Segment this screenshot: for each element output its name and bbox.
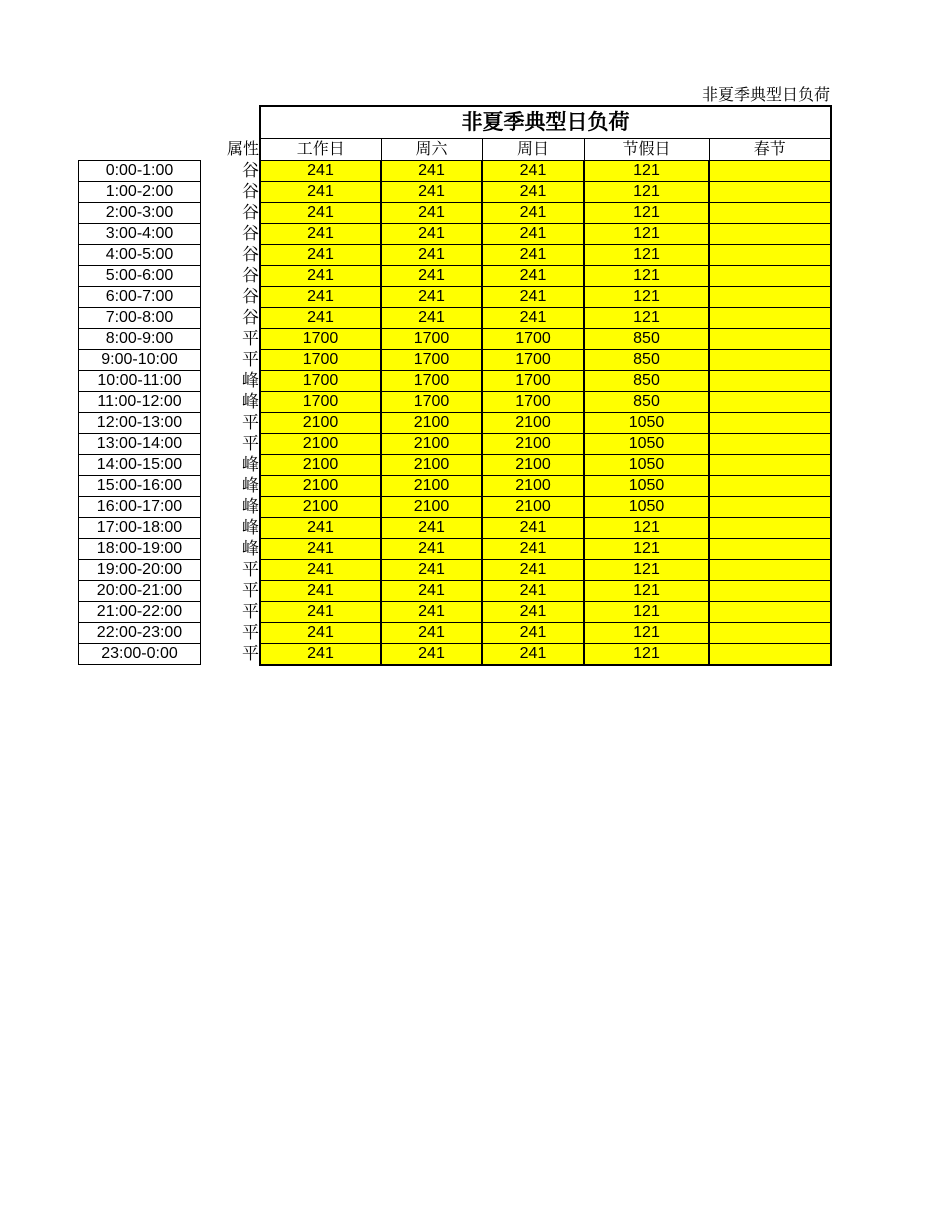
table-row <box>260 518 831 539</box>
value-cell-sunday[interactable]: 241 <box>482 644 584 666</box>
column-header-row <box>260 139 831 161</box>
value-cell-sunday[interactable]: 241 <box>482 623 584 644</box>
attribute-label: 谷 <box>242 266 259 285</box>
time-slot-row <box>79 350 201 371</box>
table-row <box>260 581 831 602</box>
value-cell-holiday[interactable]: 121 <box>584 224 709 245</box>
time-slot-row <box>79 203 201 224</box>
time-slot-row <box>79 560 201 581</box>
value-cell-sunday[interactable]: 241 <box>482 518 584 539</box>
value-cell-weekday[interactable]: 2100 <box>260 497 381 518</box>
value-cell-saturday[interactable]: 241 <box>381 539 482 560</box>
value-cell-spring-festival[interactable] <box>709 413 831 434</box>
value-cell-weekday[interactable]: 1700 <box>260 350 381 371</box>
value-cell-weekday[interactable]: 241 <box>260 224 381 245</box>
table-row <box>260 455 831 476</box>
attribute-label: 峰 <box>242 539 259 558</box>
value-cell-saturday[interactable]: 241 <box>381 644 482 666</box>
value-cell-saturday[interactable]: 1700 <box>381 371 482 392</box>
time-slot-cell[interactable]: 20:00-21:00 <box>79 581 201 602</box>
value-cell-weekday[interactable]: 241 <box>260 308 381 329</box>
time-slot-cell[interactable]: 0:00-1:00 <box>79 161 201 182</box>
time-slot-row <box>79 245 201 266</box>
time-slot-cell[interactable]: 9:00-10:00 <box>79 350 201 371</box>
value-cell-weekday[interactable]: 241 <box>260 602 381 623</box>
time-slot-row <box>79 413 201 434</box>
value-cell-saturday[interactable]: 241 <box>381 224 482 245</box>
time-slot-cell[interactable]: 15:00-16:00 <box>79 476 201 497</box>
time-slot-row <box>79 644 201 665</box>
time-slot-cell[interactable]: 12:00-13:00 <box>79 413 201 434</box>
time-slot-row <box>79 371 201 392</box>
value-cell-spring-festival[interactable] <box>709 329 831 350</box>
value-cell-weekday[interactable]: 241 <box>260 539 381 560</box>
value-cell-holiday[interactable]: 121 <box>584 203 709 224</box>
value-cell-weekday[interactable]: 241 <box>260 623 381 644</box>
value-cell-sunday[interactable]: 1700 <box>482 350 584 371</box>
value-cell-holiday[interactable]: 850 <box>584 329 709 350</box>
value-cell-saturday[interactable]: 241 <box>381 203 482 224</box>
value-cell-saturday[interactable]: 241 <box>381 581 482 602</box>
value-cell-sunday[interactable]: 1700 <box>482 371 584 392</box>
value-cell-sunday[interactable]: 241 <box>482 161 584 182</box>
attribute-label: 谷 <box>242 182 259 201</box>
value-cell-spring-festival[interactable] <box>709 350 831 371</box>
value-cell-sunday[interactable]: 1700 <box>482 329 584 350</box>
attribute-label: 峰 <box>242 476 259 495</box>
value-cell-saturday[interactable]: 241 <box>381 182 482 203</box>
column-header-holiday: 节假日 <box>584 139 709 161</box>
value-cell-sunday[interactable]: 2100 <box>482 434 584 455</box>
value-cell-holiday[interactable]: 1050 <box>584 455 709 476</box>
value-cell-holiday[interactable]: 850 <box>584 392 709 413</box>
attribute-label: 平 <box>242 602 259 621</box>
time-slot-cell[interactable]: 8:00-9:00 <box>79 329 201 350</box>
value-cell-weekday[interactable]: 1700 <box>260 371 381 392</box>
value-cell-weekday[interactable]: 2100 <box>260 476 381 497</box>
attribute-label: 平 <box>242 329 259 348</box>
attribute-label: 峰 <box>242 392 259 411</box>
time-slot-cell[interactable]: 22:00-23:00 <box>79 623 201 644</box>
value-body <box>260 161 831 666</box>
value-cell-spring-festival[interactable] <box>709 497 831 518</box>
value-cell-holiday[interactable]: 121 <box>584 287 709 308</box>
value-cell-weekday[interactable]: 2100 <box>260 455 381 476</box>
value-cell-saturday[interactable]: 2100 <box>381 434 482 455</box>
table-row <box>260 371 831 392</box>
value-cell-weekday[interactable]: 241 <box>260 287 381 308</box>
value-cell-weekday[interactable]: 241 <box>260 560 381 581</box>
attribute-column <box>203 160 259 664</box>
attribute-label: 谷 <box>242 203 259 222</box>
time-slot-row <box>79 476 201 497</box>
table-row <box>260 539 831 560</box>
value-cell-holiday[interactable]: 121 <box>584 161 709 182</box>
value-cell-weekday[interactable]: 241 <box>260 644 381 666</box>
table-row <box>260 182 831 203</box>
value-cell-holiday[interactable]: 121 <box>584 518 709 539</box>
time-slot-cell[interactable]: 17:00-18:00 <box>79 518 201 539</box>
table-row <box>260 644 831 666</box>
time-slot-row <box>79 539 201 560</box>
time-body <box>79 161 201 665</box>
value-cell-spring-festival[interactable] <box>709 539 831 560</box>
value-cell-saturday[interactable]: 1700 <box>381 350 482 371</box>
value-cell-spring-festival[interactable] <box>709 560 831 581</box>
value-cell-saturday[interactable]: 241 <box>381 245 482 266</box>
value-cell-saturday[interactable]: 241 <box>381 287 482 308</box>
value-cell-sunday[interactable]: 241 <box>482 539 584 560</box>
value-cell-spring-festival[interactable] <box>709 581 831 602</box>
value-cell-holiday[interactable]: 121 <box>584 602 709 623</box>
table-row <box>260 413 831 434</box>
value-cell-weekday[interactable]: 241 <box>260 266 381 287</box>
attribute-label: 平 <box>242 434 259 453</box>
time-slot-row <box>79 602 201 623</box>
attribute-label: 谷 <box>242 161 259 180</box>
value-cell-weekday[interactable]: 2100 <box>260 413 381 434</box>
value-cell-holiday[interactable]: 121 <box>584 245 709 266</box>
value-cell-holiday[interactable]: 121 <box>584 308 709 329</box>
value-cell-saturday[interactable]: 241 <box>381 266 482 287</box>
time-slot-row <box>79 161 201 182</box>
value-cell-holiday[interactable]: 850 <box>584 350 709 371</box>
time-slot-cell[interactable]: 6:00-7:00 <box>79 287 201 308</box>
value-cell-sunday[interactable]: 2100 <box>482 497 584 518</box>
value-cell-saturday[interactable]: 2100 <box>381 476 482 497</box>
attribute-label: 峰 <box>242 518 259 537</box>
table-row <box>260 245 831 266</box>
value-cell-sunday[interactable]: 2100 <box>482 455 584 476</box>
value-cell-sunday[interactable]: 241 <box>482 581 584 602</box>
value-cell-weekday[interactable]: 241 <box>260 182 381 203</box>
attribute-label: 谷 <box>242 245 259 264</box>
value-cell-weekday[interactable]: 241 <box>260 581 381 602</box>
value-cell-sunday[interactable]: 2100 <box>482 413 584 434</box>
time-slot-cell[interactable]: 21:00-22:00 <box>79 602 201 623</box>
column-header-saturday: 周六 <box>381 139 482 161</box>
value-cell-sunday[interactable]: 241 <box>482 203 584 224</box>
time-slot-cell[interactable]: 13:00-14:00 <box>79 434 201 455</box>
value-cell-weekday[interactable]: 241 <box>260 518 381 539</box>
value-cell-spring-festival[interactable] <box>709 308 831 329</box>
value-cell-holiday[interactable]: 1050 <box>584 434 709 455</box>
value-cell-sunday[interactable]: 241 <box>482 182 584 203</box>
value-cell-sunday[interactable]: 1700 <box>482 392 584 413</box>
table-title: 非夏季典型日负荷 <box>260 106 831 139</box>
value-cell-saturday[interactable]: 241 <box>381 623 482 644</box>
time-slot-row <box>79 518 201 539</box>
table-row <box>260 476 831 497</box>
value-cell-holiday[interactable]: 1050 <box>584 497 709 518</box>
time-slot-cell[interactable]: 14:00-15:00 <box>79 455 201 476</box>
time-slot-cell[interactable]: 1:00-2:00 <box>79 182 201 203</box>
value-cell-spring-festival[interactable] <box>709 266 831 287</box>
table-row <box>260 161 831 182</box>
attribute-label: 谷 <box>242 224 259 243</box>
time-slot-row <box>79 434 201 455</box>
value-cell-spring-festival[interactable] <box>709 623 831 644</box>
table-row <box>260 287 831 308</box>
time-slot-row <box>79 287 201 308</box>
value-cell-saturday[interactable]: 241 <box>381 161 482 182</box>
time-slot-row <box>79 224 201 245</box>
attribute-label: 谷 <box>242 308 259 327</box>
value-cell-sunday[interactable]: 241 <box>482 602 584 623</box>
value-cell-holiday[interactable]: 121 <box>584 539 709 560</box>
value-cell-holiday[interactable]: 121 <box>584 623 709 644</box>
time-slot-row <box>79 182 201 203</box>
time-slot-row <box>79 392 201 413</box>
time-slot-row <box>79 581 201 602</box>
table-row <box>260 329 831 350</box>
table-row <box>260 602 831 623</box>
value-cell-saturday[interactable]: 1700 <box>381 392 482 413</box>
attribute-label: 峰 <box>242 455 259 474</box>
time-slot-row <box>79 455 201 476</box>
time-slot-cell[interactable]: 5:00-6:00 <box>79 266 201 287</box>
value-cell-sunday[interactable]: 241 <box>482 266 584 287</box>
value-cell-sunday[interactable]: 241 <box>482 560 584 581</box>
table-row <box>260 308 831 329</box>
value-cell-spring-festival[interactable] <box>709 476 831 497</box>
value-cell-spring-festival[interactable] <box>709 287 831 308</box>
time-slot-row <box>79 308 201 329</box>
value-cell-spring-festival[interactable] <box>709 161 831 182</box>
table-row <box>260 434 831 455</box>
value-cell-spring-festival[interactable] <box>709 224 831 245</box>
attribute-header: 属性 <box>226 141 259 158</box>
time-slot-row <box>79 329 201 350</box>
value-cell-weekday[interactable]: 2100 <box>260 434 381 455</box>
value-cell-sunday[interactable]: 241 <box>482 245 584 266</box>
time-slot-cell[interactable]: 23:00-0:00 <box>79 644 201 665</box>
attribute-label: 平 <box>242 413 259 432</box>
value-cell-spring-festival[interactable] <box>709 602 831 623</box>
time-slot-row <box>79 497 201 518</box>
value-cell-saturday[interactable]: 2100 <box>381 455 482 476</box>
value-cell-spring-festival[interactable] <box>709 245 831 266</box>
value-cell-saturday[interactable]: 2100 <box>381 497 482 518</box>
corner-note: 非夏季典型日负荷 <box>701 87 830 104</box>
value-cell-spring-festival[interactable] <box>709 434 831 455</box>
table-row <box>260 224 831 245</box>
value-cell-saturday[interactable]: 241 <box>381 518 482 539</box>
table-row <box>260 350 831 371</box>
column-header-weekday: 工作日 <box>260 139 381 161</box>
attribute-label: 平 <box>242 350 259 369</box>
time-slot-cell[interactable]: 7:00-8:00 <box>79 308 201 329</box>
value-cell-weekday[interactable]: 1700 <box>260 392 381 413</box>
time-slot-cell[interactable]: 16:00-17:00 <box>79 497 201 518</box>
time-slot-cell[interactable]: 11:00-12:00 <box>79 392 201 413</box>
time-slot-cell[interactable]: 2:00-3:00 <box>79 203 201 224</box>
value-cell-holiday[interactable]: 121 <box>584 266 709 287</box>
value-cell-weekday[interactable]: 241 <box>260 203 381 224</box>
value-cell-holiday[interactable]: 121 <box>584 581 709 602</box>
value-cell-saturday[interactable]: 241 <box>381 308 482 329</box>
value-cell-sunday[interactable]: 241 <box>482 287 584 308</box>
table-row <box>260 623 831 644</box>
value-cell-weekday[interactable]: 1700 <box>260 329 381 350</box>
value-cell-holiday[interactable]: 121 <box>584 644 709 666</box>
value-cell-holiday[interactable]: 121 <box>584 182 709 203</box>
value-cell-sunday[interactable]: 241 <box>482 308 584 329</box>
attribute-label: 平 <box>242 623 259 642</box>
value-cell-holiday[interactable]: 850 <box>584 371 709 392</box>
attribute-label: 平 <box>242 644 259 663</box>
table-row <box>260 392 831 413</box>
value-cell-holiday[interactable]: 1050 <box>584 413 709 434</box>
table-row <box>260 560 831 581</box>
table-row <box>260 266 831 287</box>
value-cell-holiday[interactable]: 121 <box>584 560 709 581</box>
time-slot-cell[interactable]: 4:00-5:00 <box>79 245 201 266</box>
load-table <box>259 105 832 666</box>
column-header-sunday: 周日 <box>482 139 584 161</box>
time-slot-cell[interactable]: 3:00-4:00 <box>79 224 201 245</box>
attribute-label: 谷 <box>242 287 259 306</box>
value-cell-saturday[interactable]: 241 <box>381 560 482 581</box>
value-cell-spring-festival[interactable] <box>709 371 831 392</box>
attribute-label: 峰 <box>242 371 259 390</box>
value-cell-saturday[interactable]: 241 <box>381 602 482 623</box>
value-cell-sunday[interactable]: 241 <box>482 224 584 245</box>
value-cell-spring-festival[interactable] <box>709 182 831 203</box>
time-slot-cell[interactable]: 19:00-20:00 <box>79 560 201 581</box>
value-cell-saturday[interactable]: 1700 <box>381 329 482 350</box>
attribute-label: 峰 <box>242 497 259 516</box>
value-cell-spring-festival[interactable] <box>709 392 831 413</box>
value-cell-spring-festival[interactable] <box>709 644 831 666</box>
value-cell-sunday[interactable]: 2100 <box>482 476 584 497</box>
value-cell-holiday[interactable]: 1050 <box>584 476 709 497</box>
time-slot-row <box>79 266 201 287</box>
time-slot-cell[interactable]: 10:00-11:00 <box>79 371 201 392</box>
time-slot-row <box>79 623 201 644</box>
value-cell-weekday[interactable]: 241 <box>260 245 381 266</box>
value-cell-weekday[interactable]: 241 <box>260 161 381 182</box>
value-cell-saturday[interactable]: 2100 <box>381 413 482 434</box>
column-header-spring-festival: 春节 <box>709 139 831 161</box>
value-cell-spring-festival[interactable] <box>709 518 831 539</box>
value-cell-spring-festival[interactable] <box>709 203 831 224</box>
table-row <box>260 497 831 518</box>
time-slot-table <box>78 160 201 665</box>
table-row <box>260 203 831 224</box>
attribute-label: 平 <box>242 581 259 600</box>
attribute-label: 平 <box>242 560 259 579</box>
time-slot-cell[interactable]: 18:00-19:00 <box>79 539 201 560</box>
value-cell-spring-festival[interactable] <box>709 455 831 476</box>
